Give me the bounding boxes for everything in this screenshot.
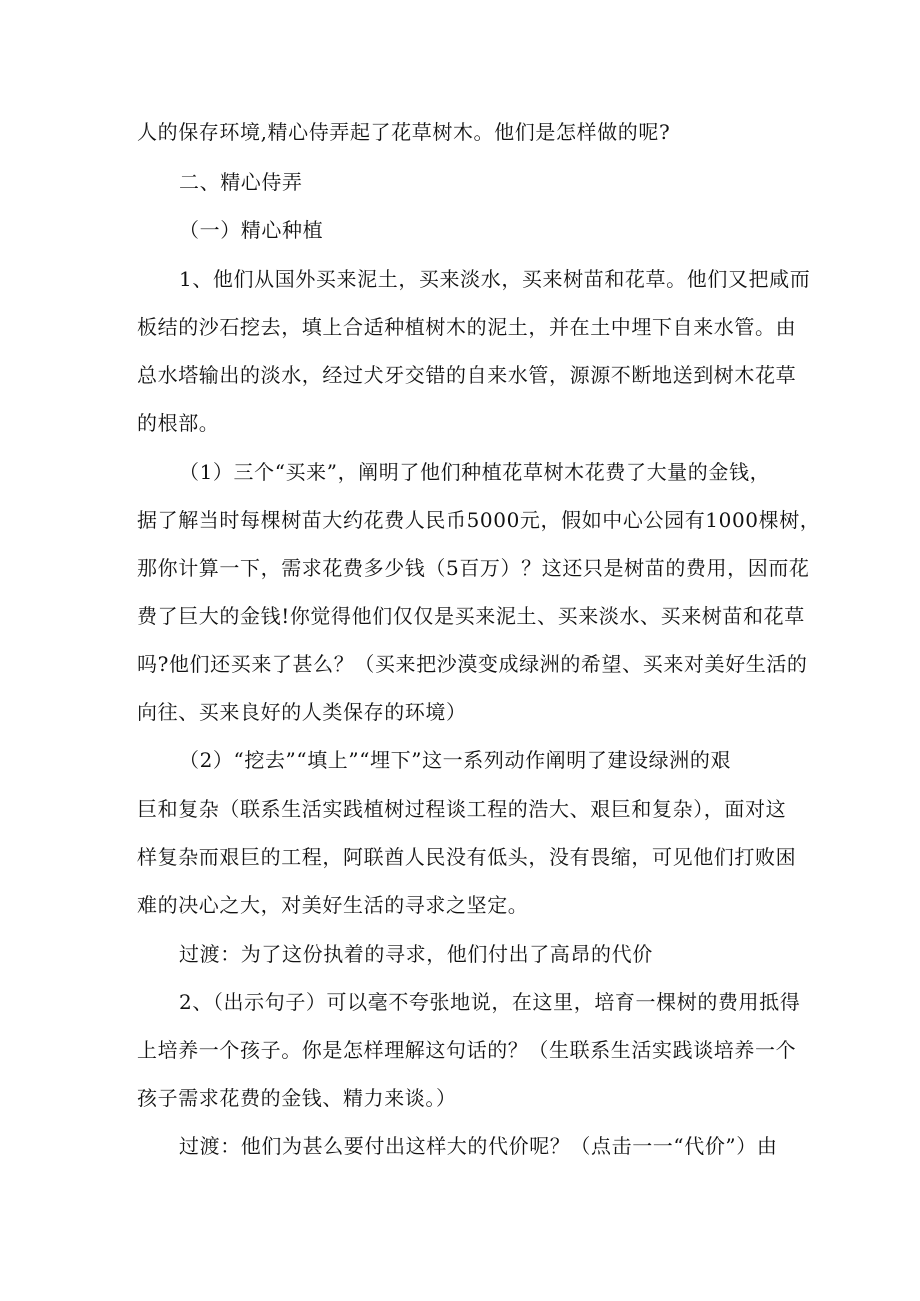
text-line: 费了巨大的金钱!你觉得他们仅仅是买来泥土、买来淡水、买来树苗和花草 (137, 604, 805, 628)
text-line: 那你计算一下，需求花费多少钱（5百万）？这还只是树苗的费用，因而花 (137, 556, 810, 580)
text-line: 孩子需求花费的金钱、精力来谈。） (137, 1086, 457, 1110)
text-line: 1、他们从国外买来泥土，买来淡水，买来树苗和花草。他们又把咸而 (179, 267, 811, 291)
text-line: 板结的沙石挖去，填上合适种植树木的泥土，并在土中埋下自来水管。由 (137, 315, 797, 339)
text-line: 人的保存环境,精心侍弄起了花草树木。他们是怎样做的呢? (137, 120, 671, 144)
text-line: 据了解当时每棵树苗大约花费人民币5000元，假如中心公园有1000棵树， (137, 508, 821, 532)
text-line: 上培养一个孩子。你是怎样理解这句话的？（生联系生活实践谈培养一个 (137, 1038, 797, 1062)
text-line: 样复杂而艰巨的工程，阿联酋人民没有低头，没有畏缩，可见他们打败困 (137, 845, 797, 869)
text-line: 吗?他们还买来了甚么？（买来把沙漠变成绿洲的希望、买来对美好生活的 (137, 652, 808, 676)
section-heading: 二、精心侍弄 (179, 170, 303, 194)
text-line: （2）“挖去”“填上”“埋下”这一系列动作阐明了建设绿洲的艰 (179, 748, 732, 772)
text-line: 难的决心之大，对美好生活的寻求之坚定。 (137, 893, 529, 917)
text-line: 向往、买来良好的人类保存的环境） (137, 700, 467, 724)
text-line: 的根部。 (137, 411, 220, 435)
text-line: 过渡：他们为甚么要付出这样大的代价呢？（点击一一“代价”）由 (179, 1134, 778, 1158)
subsection-heading: （一）精心种植 (179, 218, 324, 242)
text-line: 巨和复杂（联系生活实践植树过程谈工程的浩大、艰巨和复杂），面对这 (137, 797, 787, 821)
text-line: 2、（出示句子）可以毫不夸张地说，在这里，培育一棵树的费用抵得 (179, 990, 801, 1014)
text-line: （1）三个“买来”，阐明了他们种植花草树木花费了大量的金钱， (179, 460, 771, 484)
text-line: 过渡：为了这份执着的寻求，他们付出了高昂的代价 (179, 942, 653, 966)
text-line: 总水塔输出的淡水，经过犬牙交错的自来水管，源源不断地送到树木花草 (137, 363, 797, 387)
